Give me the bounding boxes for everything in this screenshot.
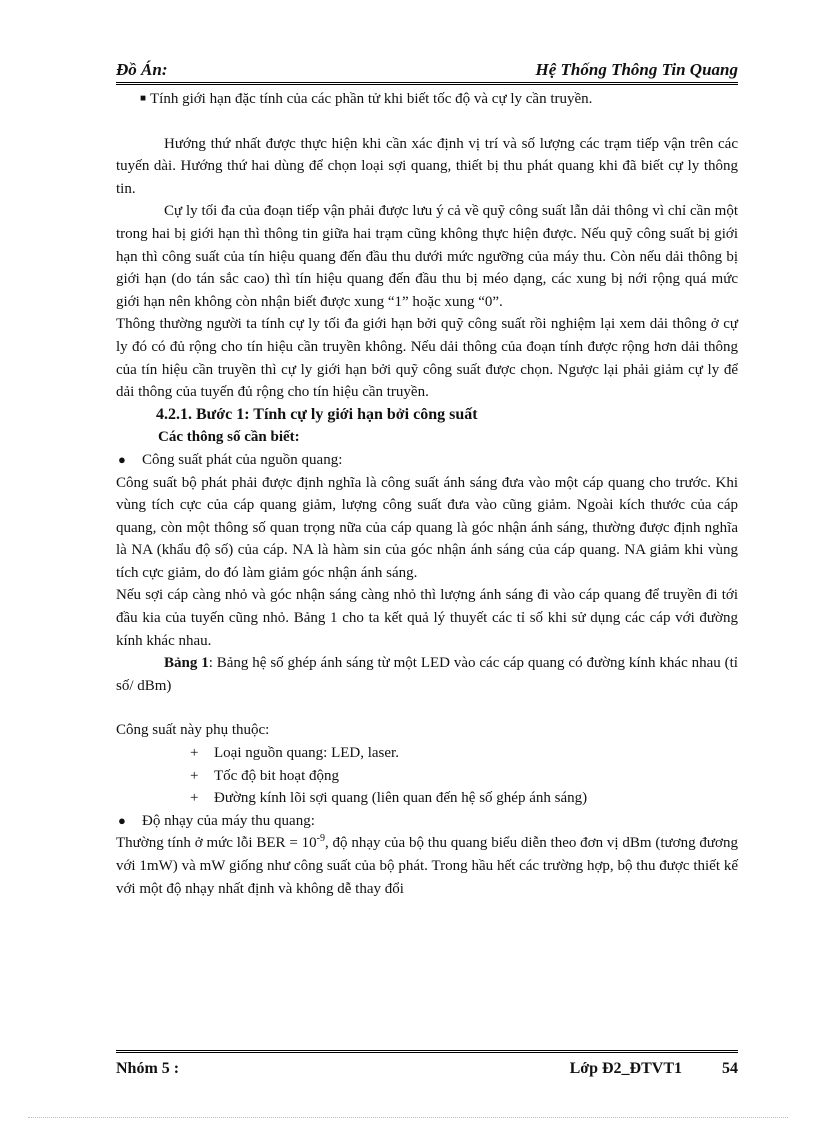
plus-icon: + bbox=[190, 745, 199, 762]
caption-label: Bảng 1 bbox=[164, 655, 209, 672]
bullet-item bbox=[116, 88, 738, 111]
page-number: 54 bbox=[722, 1060, 738, 1077]
paragraph: Cự ly tối đa của đoạn tiếp vận phải được lưu ý cả về quỹ công suất lẫn dải thông vì chỉ cần một trong hai bị giới hạn thì thông tin giữa hai trạm cũng không thực hiện được. Nếu quỹ công suất bị giới hạn thì công suất của tín hiệu quang đến đầu thu dưới mức ngưỡng của máy thu. Còn nếu dải thông bị giới hạn (do tán sắc cao) thì tín hiệu quang đến đầu thu bị méo dạng, các xung bị nới rộng quá mức giới hạn nên không còn nhận biết được xung “1” hoặc xung “0”. bbox=[116, 203, 738, 310]
paragraph: Thông thường người ta tính cự ly tối đa giới hạn bởi quỹ công suất rồi nghiệm lại xem dải thông ở cự ly đó có đủ rộng cho tín hiệu cần truyền không. Nếu dải thông của đoạn tính được rộng hơn dải thông của tín hiệu cần truyền thì cự ly giới hạn bởi quỹ công suất được chọn. Ngược lại phải giảm cự ly để dải thông của tuyến đủ rộng cho tín hiệu cần truyền. bbox=[116, 316, 738, 401]
text-run: , độ nhạy của bộ thu quang biểu diễn theo đơn vị dBm (tương đương với 1mW) và mW giống như công suất của bộ phát. Trong hầu hết các trường hợp, bộ thu được thiết kế với một độ nhạy nhất định và không dễ thay đổi bbox=[116, 835, 738, 897]
plus-list-item bbox=[116, 765, 738, 788]
superscript: -9 bbox=[316, 833, 325, 845]
plus-icon: + bbox=[190, 767, 199, 784]
spacer bbox=[116, 697, 738, 719]
list-item-text: Loại nguồn quang: LED, laser. bbox=[214, 745, 399, 762]
list-item-text: Đường kính lõi sợi quang (liên quan đến hệ số ghép ánh sáng) bbox=[214, 790, 588, 807]
caption-text: : Bảng hệ số ghép ánh sáng từ một LED vào các cáp quang có đường kính khác nhau (tỉ số/ dBm) bbox=[116, 655, 738, 694]
bullet-text: Độ nhạy của máy thu quang: bbox=[142, 812, 315, 829]
page-break-line bbox=[28, 1117, 788, 1118]
paragraph: Công suất này phụ thuộc: bbox=[116, 722, 270, 739]
paragraph: Nếu sợi cáp càng nhỏ và góc nhận sáng càng nhỏ thì lượng ánh sáng đi vào cáp quang để truyền đi tới đầu kia của tuyến cũng nhỏ. Bảng 1 cho ta kết quả lý thuyết các tỉ số khi sử dụng các cáp với đường kính khác nhau. bbox=[116, 587, 738, 649]
spacer bbox=[116, 111, 738, 133]
page-footer bbox=[116, 1050, 738, 1083]
section-heading: 4.2.1. Bước 1: Tính cự ly giới hạn bởi công suất bbox=[156, 405, 478, 423]
list-item-text: Tốc độ bit hoạt động bbox=[214, 767, 339, 784]
table-caption bbox=[116, 652, 738, 697]
footer-class: Lớp Đ2_ĐTVT1 bbox=[569, 1060, 682, 1077]
dot-bullet-icon: ● bbox=[118, 451, 126, 467]
bullet-item bbox=[116, 449, 738, 472]
paragraph bbox=[116, 832, 738, 900]
plus-list-item bbox=[116, 787, 738, 810]
header-right-title: Hệ Thống Thông Tin Quang bbox=[535, 60, 738, 79]
header-left-title: Đồ Án: bbox=[116, 60, 168, 79]
subheading: Các thông số cần biết: bbox=[158, 429, 300, 446]
page-header bbox=[116, 56, 738, 85]
square-bullet-icon: ■ bbox=[140, 93, 147, 104]
paragraph: Công suất bộ phát phải được định nghĩa là công suất ánh sáng đưa vào một cáp quang cho trước. Khi vùng tích cực của cáp quang giảm, lượng công suất đưa vào cũng giảm. Ngoài kích thước của cáp quang, còn một thông số quan trọng nữa của cáp quang là góc nhận ánh sáng, thường được định nghĩa là NA (khẩu độ số) của cáp. NA là hàm sin của góc nhận ánh sáng của cáp quang. NA giảm khi vùng tích cực giảm, do đó làm giảm góc nhận ánh sáng. bbox=[116, 474, 738, 581]
footer-group: Nhóm 5 : bbox=[116, 1060, 180, 1077]
bullet-text: Công suất phát của nguồn quang: bbox=[142, 451, 343, 468]
page-body bbox=[116, 88, 738, 900]
bullet-item bbox=[116, 810, 738, 833]
text-run: Thường tính ở mức lỗi BER = 10 bbox=[116, 835, 317, 852]
plus-icon: + bbox=[190, 790, 199, 807]
bullet-text: Tính giới hạn đặc tính của các phần tử khi biết tốc độ và cự ly cần truyền. bbox=[150, 91, 593, 107]
plus-list-item bbox=[116, 742, 738, 765]
paragraph: Hướng thứ nhất được thực hiện khi cần xác định vị trí và số lượng các trạm tiếp vận trên các tuyến dài. Hướng thứ hai dùng để chọn loại sợi quang, thiết bị thu phát quang khi đã biết cự ly thông tin. bbox=[116, 135, 738, 197]
dot-bullet-icon: ● bbox=[118, 812, 126, 828]
